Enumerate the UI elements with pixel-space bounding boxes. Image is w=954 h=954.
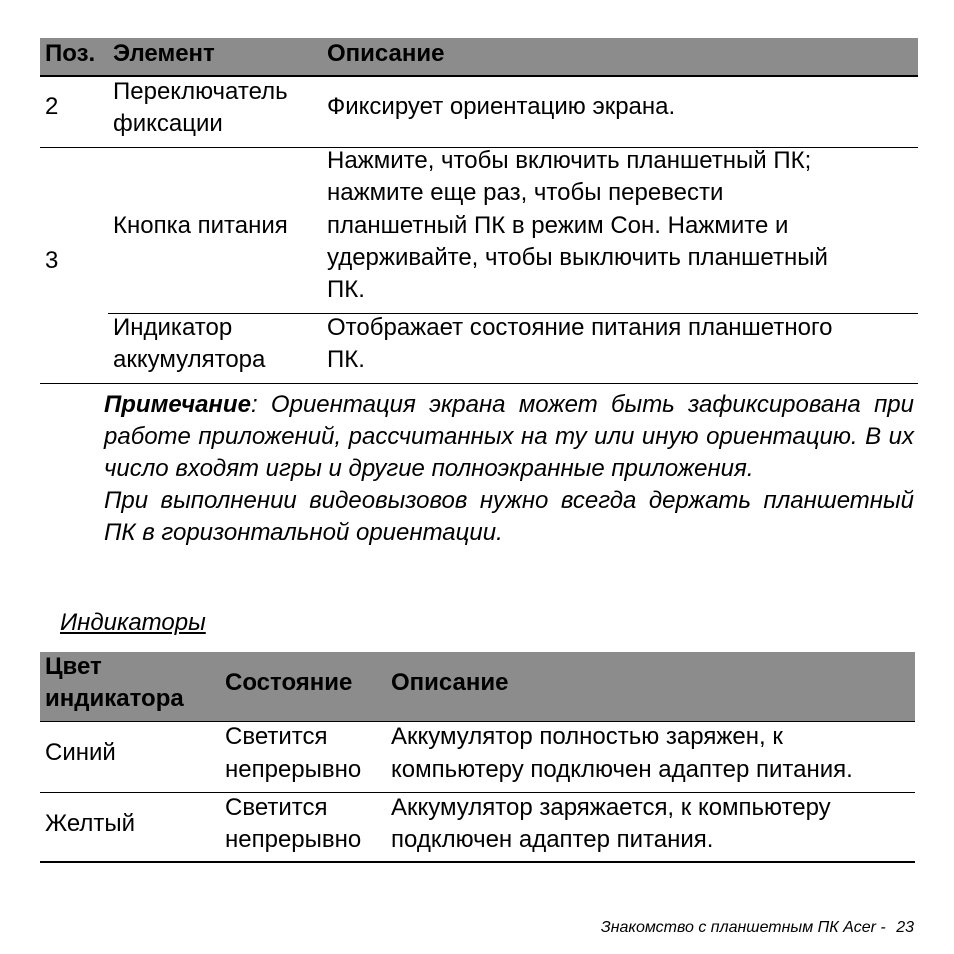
row-pos: 3 <box>45 247 59 274</box>
row-description-line: Фиксирует ориентацию экрана. <box>327 93 676 120</box>
header-state: Состояние <box>225 669 353 696</box>
row-state-line: Светится <box>225 794 328 821</box>
header-element: Элемент <box>113 40 215 67</box>
row-description-line: подключен адаптер питания. <box>391 826 714 853</box>
row-state-line: Светится <box>225 723 328 750</box>
row-element-line: Кнопка питания <box>113 212 288 239</box>
row-description-line: ПК. <box>327 346 365 373</box>
row-description-line: Аккумулятор заряжается, к компьютеру <box>391 794 831 821</box>
header-color: индикатора <box>45 685 184 712</box>
row-element-line: аккумулятора <box>113 346 266 373</box>
note-label: Примечание <box>104 391 251 418</box>
note-paragraph-1: Примечание: Ориентация экрана может быть зафиксирована при работе приложений, рассчитанных на ту или иную ориентацию. В их число входят игры и другие полноэкранные приложения. <box>104 391 914 482</box>
note-paragraph-2: При выполнении видеовызовов нужно всегда держать планшетный ПК в горизонтальной ориентации. <box>104 487 914 546</box>
page-footer <box>601 918 914 938</box>
row-description-line: Отображает состояние питания планшетного <box>327 314 833 341</box>
header-color: Цвет <box>45 653 102 680</box>
footer-text: Знакомство с планшетным ПК Acer - <box>600 919 886 936</box>
row-description-line: Нажмите, чтобы включить планшетный ПК; <box>327 147 812 174</box>
row-element-line: фиксации <box>113 110 223 137</box>
row-description-line: Аккумулятор полностью заряжен, к <box>391 723 783 750</box>
header-description: Описание <box>391 669 509 696</box>
page-number: 23 <box>896 919 914 936</box>
note <box>104 389 914 549</box>
row-color: Желтый <box>45 810 136 837</box>
row-description-line: удерживайте, чтобы выключить планшетный <box>327 244 828 271</box>
row-state-line: непрерывно <box>225 826 362 853</box>
row-element-line: Переключатель <box>113 78 288 105</box>
row-element-line: Индикатор <box>113 314 233 341</box>
row-state-line: непрерывно <box>225 756 362 783</box>
row-description-line: компьютеру подключен адаптер питания. <box>391 756 853 783</box>
row-pos: 2 <box>45 93 59 120</box>
row-description-line: ПК. <box>327 276 365 303</box>
header-pos: Поз. <box>45 40 96 67</box>
row-color: Синий <box>45 739 116 766</box>
section-title: Индикаторы <box>60 609 206 636</box>
row-description-line: нажмите еще раз, чтобы перевести <box>327 179 724 206</box>
header-description: Описание <box>327 40 445 67</box>
row-description-line: планшетный ПК в режим Сон. Нажмите и <box>327 212 789 239</box>
